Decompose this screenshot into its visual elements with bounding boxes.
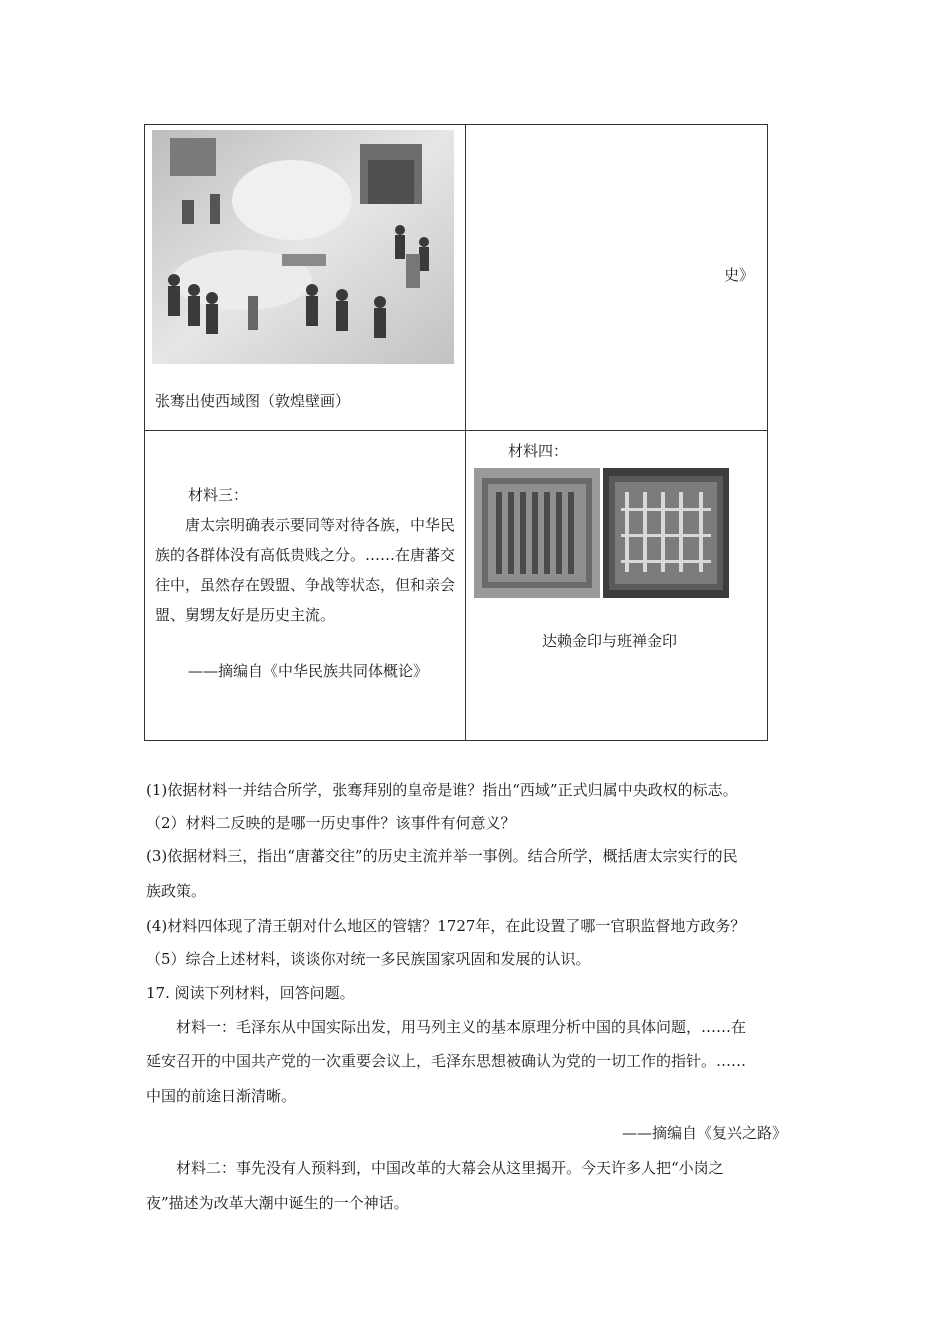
q17-heading: 17. 阅读下列材料，回答问题。 [146, 984, 355, 1002]
dalai-gold-seal-image [474, 468, 600, 598]
q17-material2-line2: 夜”描述为改革大潮中诞生的一个神话。 [146, 1194, 409, 1212]
mural-caption: 张骞出使西域图（敦煌壁画） [155, 392, 351, 410]
material4-caption: 达赖金印与班禅金印 [542, 632, 678, 650]
q17-material1-line3: 中国的前途日渐清晰。 [146, 1087, 297, 1105]
question-3: (3)依据材料三，指出“唐蕃交往”的历史主流并举一事例。结合所学，概括唐太宗实行的民 [146, 847, 738, 865]
panchen-gold-seal-image [603, 468, 729, 598]
q17-material1-line2: 延安召开的中国共产党的一次重要会议上，毛泽东思想被确认为党的一切工作的指针。…… [146, 1052, 747, 1070]
q17-material1-line1: 材料一：毛泽东从中国实际出发，用马列主义的基本原理分析中国的具体问题，……在 [176, 1018, 747, 1036]
q17-material2-line1: 材料二：事先没有人预料到，中国改革的大幕会从这里揭开。今天许多人把“小岗之 [176, 1159, 724, 1177]
material3-title: 材料三： [188, 486, 249, 504]
material3-text: 唐太宗明确表示要同等对待各族，中华民族的各群体没有高低贵贱之分。……在唐蕃交往中，虽然存在毁盟、争战等状态，但和亲会盟、舅甥友好是历史主流。 [155, 516, 456, 624]
material3-source: ——摘编自《中华民族共同体概论》 [188, 662, 429, 680]
question-4: (4)材料四体现了清王朝对什么地区的管辖？1727年，在此设置了哪一官职监督地方政务？ [146, 917, 746, 935]
question-5: （5）综合上述材料，谈谈你对统一多民族国家巩固和发展的认识。 [146, 950, 591, 968]
question-2: （2）材料二反映的是哪一历史事件？该事件有何意义？ [146, 814, 516, 832]
material4-title: 材料四： [508, 442, 569, 460]
question-3-cont: 族政策。 [146, 882, 207, 900]
material2-fragment: 史》 [724, 266, 755, 284]
zhangqian-mural-image [152, 130, 454, 364]
question-1: (1)依据材料一并结合所学，张骞拜别的皇帝是谁？指出“西域”正式归属中央政权的标志。 [146, 781, 738, 799]
material2-cell [466, 125, 768, 431]
q17-material1-source: ——摘编自《复兴之路》 [622, 1124, 788, 1142]
